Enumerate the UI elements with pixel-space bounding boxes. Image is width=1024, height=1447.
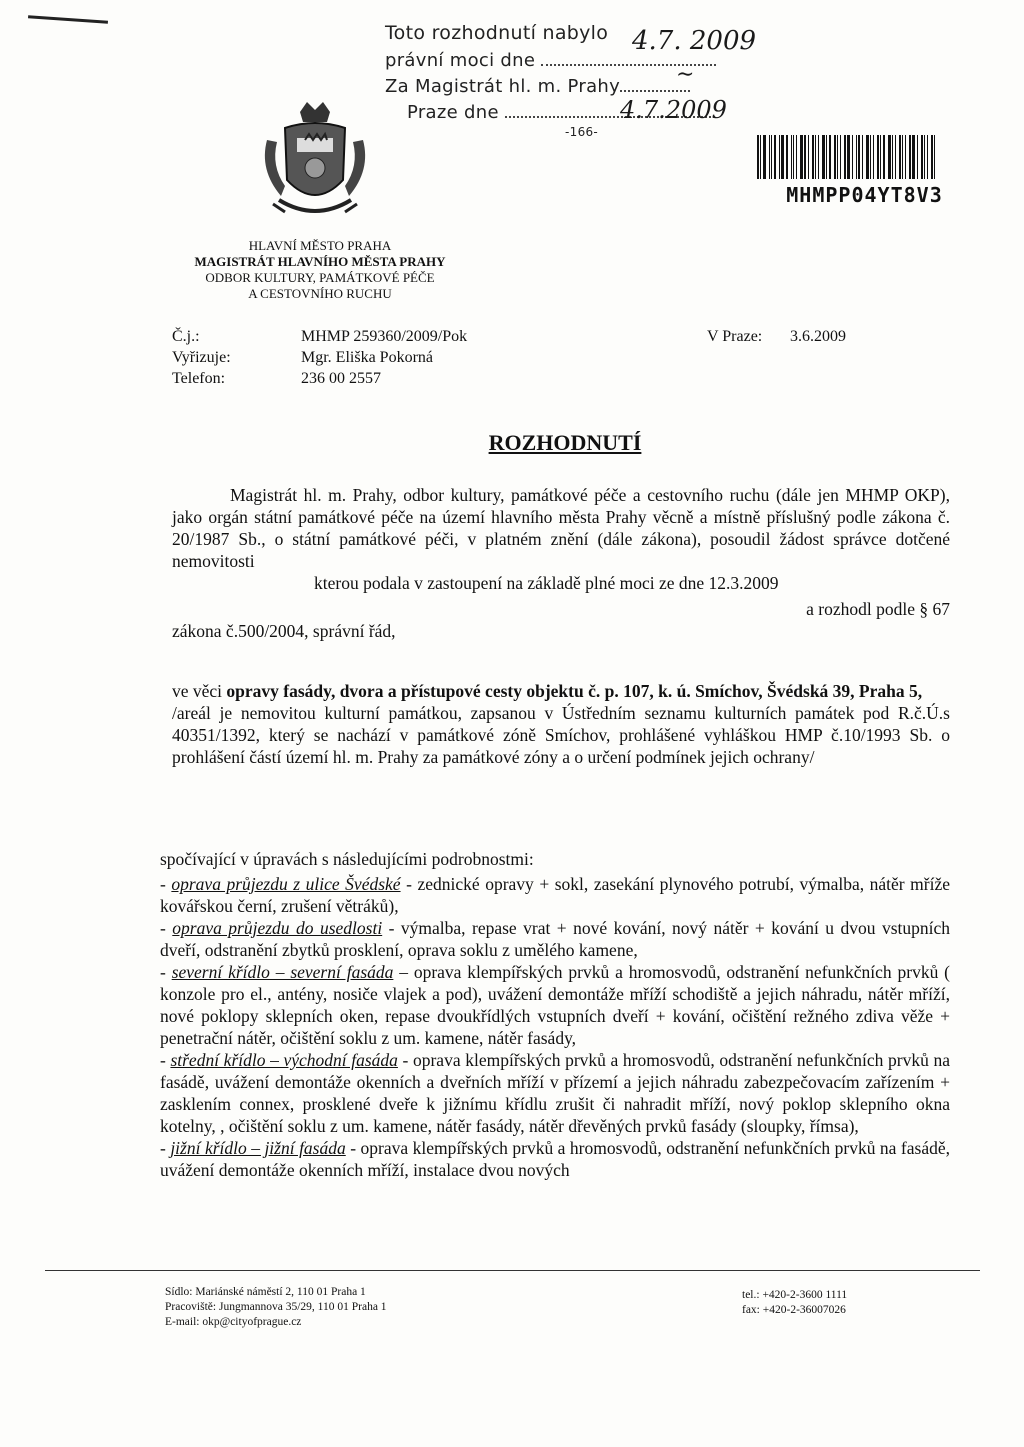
barcode-bar bbox=[921, 135, 923, 179]
barcode-bar bbox=[883, 135, 885, 179]
intro-ruling-line: a rozhodl podle § 67 bbox=[806, 599, 950, 619]
place-label: V Praze: bbox=[707, 328, 763, 345]
barcode-bar bbox=[840, 135, 841, 179]
intro-law-line: zákona č.500/2004, správní řád, bbox=[172, 621, 396, 641]
footer-email: E-mail: okp@cityofprague.cz bbox=[165, 1316, 302, 1328]
stamp-line-1: Toto rozhodnutí nabylo bbox=[385, 22, 609, 44]
barcode-bar bbox=[812, 135, 814, 179]
barcode-bar bbox=[822, 135, 825, 179]
barcode-bars bbox=[757, 135, 972, 179]
vyrizuje-label: Vyřizuje: bbox=[172, 349, 231, 366]
detail-item: - jižní křídlo – jižní fasáda - oprava klempířských prvků a hromosvodů, odstranění nefunkčních prvků na fasádě, uvážení demontáže okenních mříží, instalace dvou nových bbox=[160, 1138, 950, 1180]
detail-item-label: severní křídlo – severní fasáda bbox=[171, 962, 394, 982]
footer-tel: tel.: +420-2-3600 1111 bbox=[742, 1289, 848, 1301]
barcode-bar bbox=[791, 135, 792, 179]
matter-paragraph bbox=[172, 680, 950, 768]
barcode-bar bbox=[931, 135, 933, 179]
barcode-bar bbox=[858, 135, 860, 179]
details-intro: spočívající v úpravách s následujícími podrobnostmi: bbox=[160, 849, 534, 869]
cj-value: MHMP 259360/2009/Pok bbox=[301, 328, 468, 345]
barcode-bar bbox=[757, 135, 759, 179]
footer-pracoviste: Pracoviště: Jungmannova 35/29, 110 01 Praha 1 bbox=[165, 1301, 387, 1313]
barcode-bar bbox=[808, 135, 809, 179]
barcode-bar bbox=[880, 135, 881, 179]
issuer-line-3: ODBOR KULTURY, PAMÁTKOVÉ PÉČE bbox=[205, 270, 435, 285]
barcode-bar bbox=[870, 135, 871, 179]
document-title: ROZHODNUTÍ bbox=[488, 430, 642, 455]
vyrizuje-value: Mgr. Eliška Pokorná bbox=[301, 349, 433, 366]
barcode-bar bbox=[844, 135, 846, 179]
handwritten-date-2: 4.7.2009 bbox=[620, 96, 727, 124]
prague-coat-of-arms-emblem bbox=[255, 100, 375, 225]
barcode-bar bbox=[902, 135, 903, 179]
barcode-bar bbox=[834, 135, 836, 179]
barcode-bar bbox=[873, 135, 874, 179]
barcode-bar bbox=[796, 135, 797, 179]
barcode-bar bbox=[815, 135, 816, 179]
intro-text: Magistrát hl. m. Prahy, odbor kultury, památkové péče a cestovního ruchu (dále jen MHMP OKP), jako orgán státní památkové péče na území hlavního města Prahy věcně a místně příslušný podle zákona č. 20/1987 Sb., o státní památkové péči, v platném znění (dále zákona), posoudil žádost správce dotčené nemovitosti bbox=[172, 485, 950, 571]
barcode-bar bbox=[927, 135, 928, 179]
barcode-bar bbox=[760, 135, 761, 179]
matter-subject: ve věci opravy fasády, dvora a přístupové cesty objektu č. p. 107, k. ú. Smíchov, Švédská 39, Praha 5, bbox=[172, 681, 923, 701]
barcode-bar bbox=[924, 135, 925, 179]
footer-address bbox=[165, 1285, 387, 1330]
stamp-line-2: právní moci dne bbox=[385, 50, 785, 71]
barcode-bar bbox=[771, 135, 772, 179]
barcode-bar bbox=[866, 135, 869, 179]
barcode-bar bbox=[917, 135, 918, 179]
barcode-bar bbox=[786, 135, 788, 179]
stamp-line-3: Za Magistrát hl. m. Prahy bbox=[385, 76, 785, 97]
barcode-bar bbox=[892, 135, 893, 179]
footer-divider bbox=[45, 1270, 980, 1271]
matter-subject-bold: opravy fasády, dvora a přístupové cesty objektu č. p. 107, k. ú. Smíchov, Švédská 39, Praha 5, bbox=[226, 681, 923, 701]
barcode-bar bbox=[829, 135, 831, 179]
barcode-bar bbox=[905, 135, 906, 179]
intro-paragraph bbox=[172, 484, 950, 642]
barcode-bar bbox=[779, 135, 780, 179]
footer-contact bbox=[742, 1288, 847, 1318]
barcode-bar bbox=[781, 135, 784, 179]
barcode-bar bbox=[847, 135, 850, 179]
detail-item-label: střední křídlo – východní fasáda bbox=[170, 1050, 398, 1070]
barcode-bar bbox=[912, 135, 915, 179]
issuer-line-1: HLAVNÍ MĚSTO PRAHA bbox=[248, 238, 392, 253]
barcode-code: MHMPP04YT8V3 bbox=[786, 183, 943, 207]
handwritten-date-1: 4.7. 2009 bbox=[632, 26, 757, 56]
detail-item-label: oprava průjezdu do usedlosti bbox=[172, 918, 383, 938]
cj-label: Č.j.: bbox=[172, 328, 200, 345]
barcode-bar bbox=[793, 135, 794, 179]
telefon-value: 236 00 2557 bbox=[301, 370, 381, 387]
handwritten-initials: ∼ bbox=[676, 62, 695, 87]
barcode-bar bbox=[909, 135, 911, 179]
issuer-heading bbox=[170, 238, 470, 302]
intro-proxy-line: kterou podala v zastoupení na základě plné moci ze dne 12.3.2009 bbox=[314, 573, 779, 593]
barcode-bar bbox=[877, 135, 879, 179]
barcode-bar bbox=[763, 135, 766, 179]
scan-mark bbox=[28, 15, 108, 24]
details-section bbox=[160, 848, 950, 1181]
barcode-bar bbox=[934, 135, 935, 179]
reference-block bbox=[172, 327, 872, 390]
detail-item-label: jižní křídlo – jižní fasáda bbox=[170, 1138, 346, 1158]
barcode-bar bbox=[899, 135, 901, 179]
telefon-label: Telefon: bbox=[172, 370, 226, 387]
barcode-bar bbox=[800, 135, 803, 179]
barcode-bar bbox=[818, 135, 819, 179]
footer-fax: fax: +420-2-36007026 bbox=[742, 1304, 846, 1316]
stamp-page-code: -166- bbox=[565, 125, 599, 139]
barcode-bar bbox=[826, 135, 827, 179]
barcode-bar bbox=[774, 135, 776, 179]
footer-sidlo: Sídlo: Mariánské náměstí 2, 110 01 Praha 1 bbox=[165, 1286, 366, 1298]
issuer-line-2: MAGISTRÁT HLAVNÍHO MĚSTA PRAHY bbox=[194, 254, 446, 269]
barcode-bar bbox=[804, 135, 806, 179]
document-date: 3.6.2009 bbox=[790, 328, 846, 345]
barcode-bar bbox=[895, 135, 896, 179]
barcode-bar bbox=[856, 135, 857, 179]
detail-item: - oprava průjezdu z ulice Švédské - zednické opravy + sokl, zasekání plynového potrubí, výmalba, nátěr mříže kovářskou černí, zrušení větráků), bbox=[160, 874, 951, 916]
stamp-line-4: Praze dne bbox=[385, 102, 785, 123]
barcode-bar bbox=[769, 135, 770, 179]
detail-item: - severní křídlo – severní fasáda – oprava klempířských prvků a hromosvodů, odstranění nefunkčních prvků ( konzole pro el., antény, nosiče vlajek a pod), uvážení demontáže mříží schodiště a jejich náhradu, nátěr mříží, nové poklopy sklepních oken, repase dvoukřídlých vstupních dveří + kování, očištění režného zdiva věže + penetrační nátěr, očištění soklu z um. kamene, nátěr fasády, bbox=[160, 962, 951, 1048]
issuer-line-4: A CESTOVNÍHO RUCHU bbox=[248, 286, 392, 301]
detail-item: - střední křídlo – východní fasáda - oprava klempířských prvků a hromosvodů, odstranění nefunkčních prvků na fasádě, uvážení demontáže okenních a dveřních mříží v přízemí a jejich náhradu zabezpečovacím zařízením + zasklením connex, prosklené dveře k jižnímu křídlu zrušit či nahradit mříží, nový poklop sklepního okna kotelny, , očištění soklu z um. kamene, nátěr fasády, nátěr dřevěných prvků fasády (sloupky, římsa), bbox=[160, 1050, 950, 1136]
barcode-bar bbox=[888, 135, 891, 179]
barcode-bar bbox=[862, 135, 863, 179]
matter-description: /areál je nemovitou kulturní památkou, zapsanou v Ústředním seznamu kulturních památek pod R.č.Ú.s 40351/1392, který se nachází v památkové zóně Smíchov, prohlášené vyhláškou HMP č.10/1993 Sb. o prohlášení částí území hl. m. Prahy za památkové zóny a o určení podmínek jejich ochrany/ bbox=[172, 703, 950, 767]
document-barcode bbox=[757, 135, 972, 207]
barcode-bar bbox=[852, 135, 853, 179]
detail-item: - oprava průjezdu do usedlosti - výmalba, repase vrat + nové kování, nový nátěr + kování u dvou vstupních dveří, odstranění zbytků prosklení, oprava soklu z umělého kamene, bbox=[160, 918, 950, 960]
detail-item-label: oprava průjezdu z ulice Švédské bbox=[171, 874, 401, 894]
barcode-bar bbox=[837, 135, 838, 179]
